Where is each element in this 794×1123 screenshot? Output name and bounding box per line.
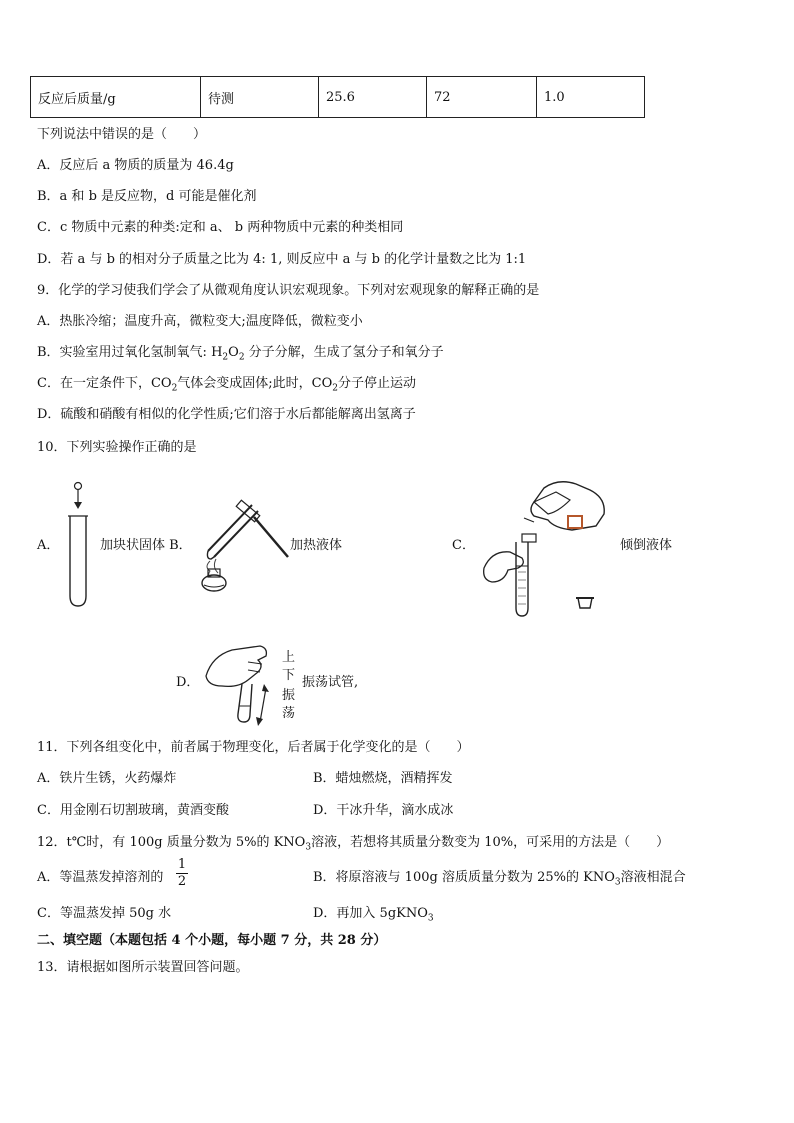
q11-option-d: D．干冰升华，滴水成冰	[313, 803, 454, 818]
q12-option-a-fraction	[176, 858, 188, 889]
q8-stem: 下列说法中错误的是（ ）	[37, 127, 207, 142]
table-cell-c: 72	[427, 77, 537, 118]
q9-option-b: B．实验室用过氧化氢制氧气: $H_2O_2$ 分子分解，生成了氢分子和氧分子	[37, 345, 444, 363]
section-heading: 二、填空题（本题包括 4 个小题，每小题 7 分，共 28 分）	[37, 933, 387, 948]
heating-liquid-figure	[196, 497, 296, 597]
q10-stem: 10．下列实验操作正确的是	[37, 440, 197, 455]
q12-option-c: C．等温蒸发掉 50g 水	[37, 906, 172, 921]
q10-option-a-label: 加块状固体 B．	[100, 538, 192, 553]
q11-option-a: A．铁片生锈，火药爆炸	[37, 771, 177, 786]
q10-option-d-side-1: 上	[282, 650, 296, 665]
q10-option-c-label: 倾倒液体	[620, 538, 673, 553]
q11-stem: 11．下列各组变化中，前者属于物理变化，后者属于化学变化的是（ ）	[37, 740, 470, 755]
pouring-liquid-figure	[478, 470, 618, 620]
q11-option-b: B．蜡烛燃烧，酒精挥发	[313, 771, 453, 786]
q9-option-a: A．热胀冷缩；温度升高，微粒变大;温度降低，微粒变小	[37, 314, 363, 329]
q9-stem: 9．化学的学习使我们学会了从微观角度认识宏观现象。下列对宏观现象的解释正确的是	[37, 283, 540, 298]
q10-option-d-side-3: 振	[282, 688, 296, 703]
fraction-numerator: 1	[177, 857, 187, 872]
reaction-mass-table	[30, 76, 645, 118]
q8-option-c: C．c 物质中元素的种类:定和 a、 b 两种物质中元素的种类相同	[37, 220, 404, 235]
q13-stem: 13．请根据如图所示装置回答问题。	[37, 960, 249, 975]
q9-option-d: D．硫酸和硝酸有相似的化学性质;它们溶于水后都能解离出氢离子	[37, 407, 416, 422]
q12-stem: 12．t℃时，有 100g 质量分数为 5%的 $KNO_3$溶液，若想将其质量分数变为 10%，可采用的方法是（ ）	[37, 835, 670, 853]
table-cell-d: 1.0	[537, 77, 645, 118]
q8-option-b: B．a 和 b 是反应物，d 可能是催化剂	[37, 189, 257, 204]
table-row	[31, 77, 645, 118]
q11-option-c: C．用金刚石切割玻璃，黄酒变酸	[37, 803, 229, 818]
q10-option-a-letter: A．	[37, 538, 60, 553]
table-cell-a: 待测	[201, 77, 319, 118]
q12-option-b: B．将原溶液与 100g 溶质质量分数为 25%的 $KNO_3$溶液相混合	[313, 870, 686, 888]
q9-option-c: C．在一定条件下，$CO_2$气体会变成固体;此时，$CO_2$分子停止运动	[37, 376, 417, 394]
q10-option-d-side-2: 下	[282, 668, 296, 683]
q12-option-d: D．再加入 5gKNO$_3$	[313, 906, 434, 924]
q10-option-d-label: 振荡试管,	[302, 675, 359, 690]
test-tube-solid-figure	[64, 480, 92, 608]
q10-option-c-letter: C．	[452, 538, 475, 553]
q8-option-a: A．反应后 a 物质的质量为 46.4g	[37, 158, 234, 173]
shaking-test-tube-figure	[202, 640, 282, 726]
fraction-denominator: 2	[177, 874, 187, 889]
q12-option-a: A．等温蒸发掉溶剂的	[37, 870, 164, 885]
q10-option-b-label: 加热液体	[290, 538, 343, 553]
q10-option-d-letter: D．	[176, 675, 200, 690]
table-cell-b: 25.6	[319, 77, 427, 118]
q10-option-d-side-4: 荡	[282, 706, 296, 721]
q8-option-d: D．若 a 与 b 的相对分子质量之比为 4: 1, 则反应中 a 与 b 的化学计量数之比为 1:1	[37, 252, 527, 267]
table-row-label: 反应后质量/g	[31, 77, 201, 118]
